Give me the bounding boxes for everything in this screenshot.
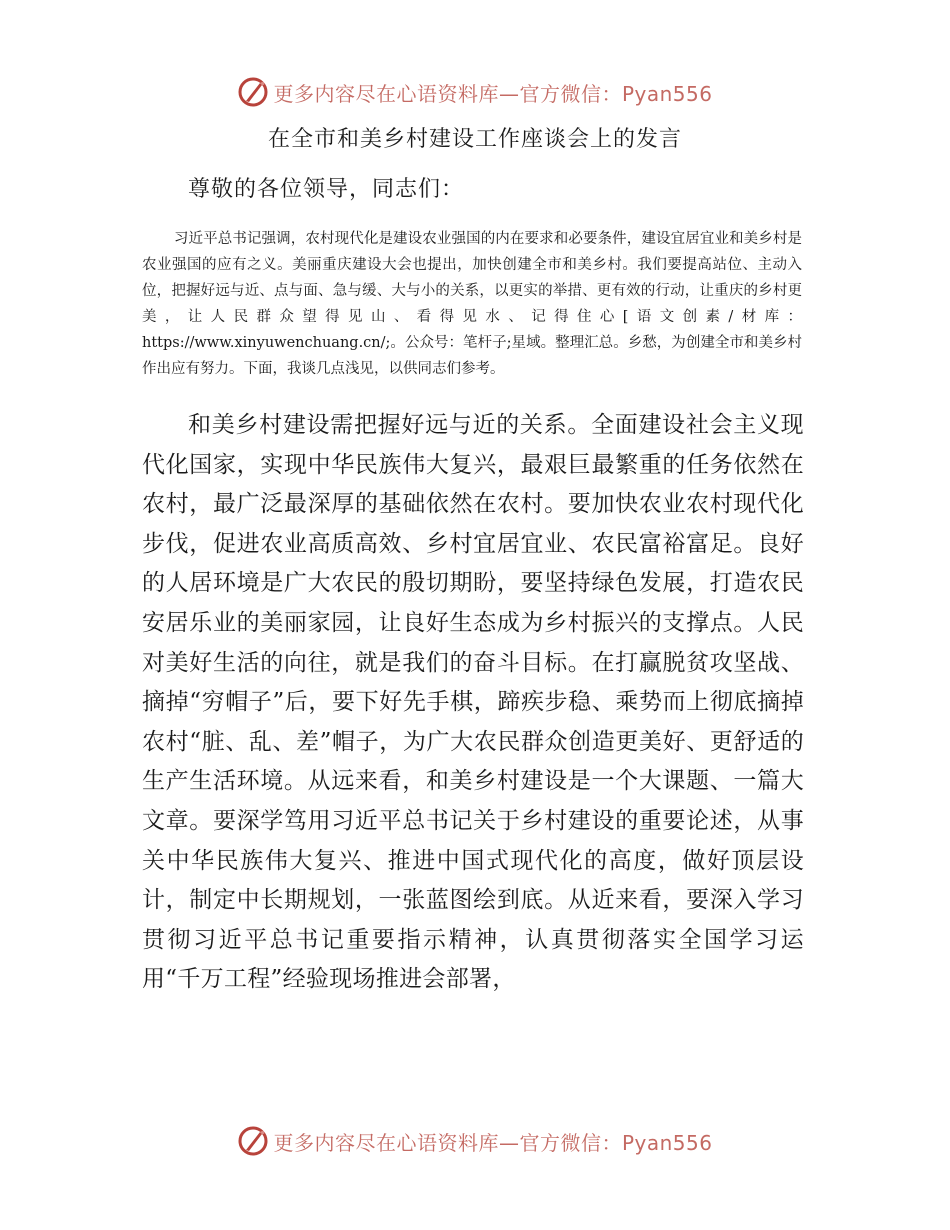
greeting: 尊敬的各位领导，同志们： [188, 177, 465, 202]
quill-logo-icon [237, 76, 269, 108]
quill-logo-icon [237, 1125, 269, 1157]
body-paragraph: 和美乡村建设需把握好远与近的关系。全面建设社会主义现代化国家，实现中华民族伟大复兴，最艰巨最繁重的任务依然在农村，最广泛最深厚的基础依然在农村。要加快农业农村现代化步伐，促进农业高质高效、乡村宜居宜业、农民富裕富足。良好的人居环境是广大农民的殷切期盼，要坚持绿色发展，打造农民安居乐业的美丽家园，让良好生态成为乡村振兴的支撑点。人民对美好生活的向往，就是我们的奋斗目标。在打赢脱贫攻坚战、摘掉“穷帽子”后，要下好先手棋，蹄疾步稳、乘势而上彻底摘掉农村“脏、乱、差”帽子，为广大农民群众创造更美好、更舒适的生产生活环境。从远来看，和美乡村建设是一个大课题、一篇大文章。要深学笃用习近平总书记关于乡村建设的重要论述，从事关中华民族伟大复兴、推进中国式现代化的高度，做好顶层设计，制定中长期规划，一张蓝图绘到底。从近来看，要深入学习贯彻习近平总书记重要指示精神，认真贯彻落实全国学习运用“千万工程”经验现场推进会部署， [142, 412, 804, 993]
watermark-text: 更多内容尽在心语资料库—官方微信：Pyan556 [273, 81, 713, 106]
header-watermark [0, 72, 950, 112]
watermark-text: 更多内容尽在心语资料库—官方微信：Pyan556 [273, 1130, 713, 1155]
footer-watermark [0, 1121, 950, 1161]
intro-paragraph: 习近平总书记强调，农村现代化是建设农业强国的内在要求和必要条件，建设宜居宜业和美乡村是农业强国的应有之义。美丽重庆建设大会也提出，加快创建全市和美乡村。我们要提高站位、主动入位，把握好远与近、点与面、急与缓、大与小的关系，以更实的举措、更有效的行动，让重庆的乡村更美，让人民群众望得见山、看得见水、记得住心[语文创素/材库：https://www.xinyuwenchuang.cn/;。公众号：笔杆子;星域。整理汇总。乡愁，为创建全市和美乡村作出应有努力。下面，我谈几点浅见，以供同志们参考。 [142, 231, 802, 377]
document-title: 在全市和美乡村建设工作座谈会上的发言 [267, 127, 682, 152]
